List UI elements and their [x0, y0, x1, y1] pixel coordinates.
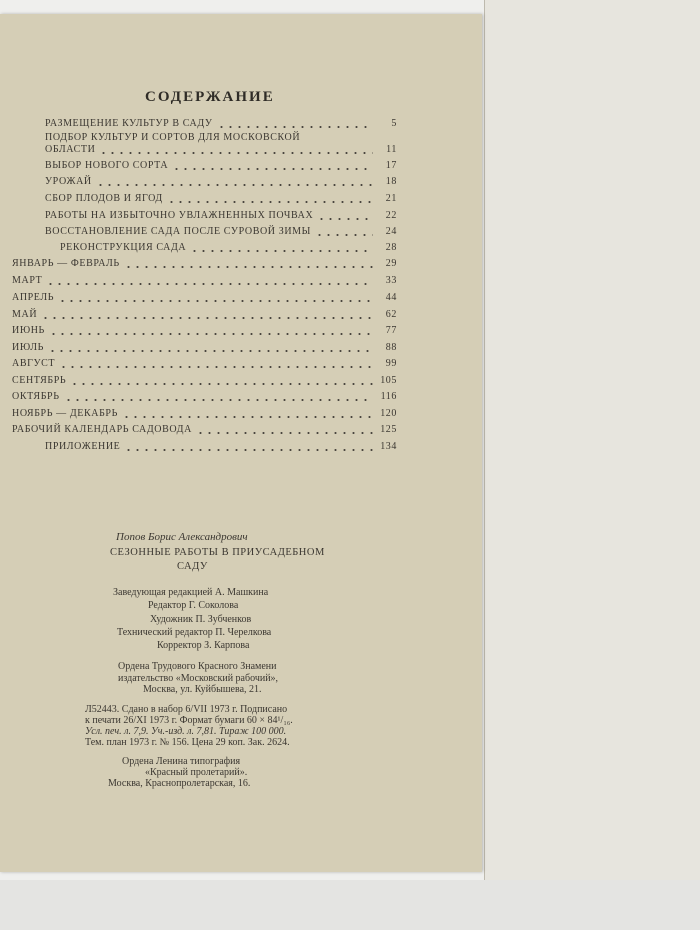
toc-leader — [49, 328, 373, 336]
printer-line: Ордена Ленина типография — [122, 756, 241, 767]
toc-entry-label: ИЮНЬ — [12, 325, 45, 336]
toc-entry-label: МАРТ — [12, 275, 43, 286]
technical-line: Усл. печ. л. 7,9. Уч.-изд. л. 7,81. Тираж 100 000. — [85, 726, 287, 737]
toc-entry — [45, 144, 397, 155]
toc-entry — [12, 408, 397, 419]
printer-line: «Красный пролетарий». — [145, 767, 248, 778]
book-title: СЕЗОННЫЕ РАБОТЫ В ПРИУСАДЕБНОМ — [110, 547, 325, 558]
toc-entry-label: МАЙ — [12, 309, 38, 320]
toc-entry-page: 120 — [380, 408, 397, 419]
toc-entry-label: ОКТЯБРЬ — [12, 391, 60, 402]
technical-line: Тем. план 1973 г. № 156. Цена 29 коп. Зак. 2624. — [85, 737, 290, 748]
toc-entry — [45, 226, 397, 237]
toc-entry — [12, 292, 397, 303]
toc-entry — [45, 441, 397, 452]
toc-entry-page: 134 — [380, 441, 397, 452]
toc-leader — [124, 261, 373, 269]
toc-entry-page: 77 — [385, 325, 397, 336]
toc-entry — [45, 118, 397, 129]
toc-entry-label: ЯНВАРЬ — ФЕВРАЛЬ — [12, 258, 120, 269]
toc-entry-page: 105 — [380, 375, 397, 386]
toc-entry-label: РАЗМЕЩЕНИЕ КУЛЬТУР В САДУ — [45, 118, 213, 129]
toc-entry-label: АВГУСТ — [12, 358, 56, 369]
toc-entry-label: ПОДБОР КУЛЬТУР И СОРТОВ ДЛЯ МОСКОВСКОЙ — [45, 132, 301, 143]
toc-leader — [124, 444, 373, 452]
toc-entry-label: НОЯБРЬ — ДЕКАБРЬ — [12, 408, 118, 419]
toc-entry-label: ВОССТАНОВЛЕНИЕ САДА ПОСЛЕ СУРОВОЙ ЗИМЫ — [45, 226, 311, 237]
toc-entry-label: РЕКОНСТРУКЦИЯ САДА — [60, 242, 187, 253]
toc-leader — [190, 245, 373, 253]
toc-leader — [196, 427, 373, 435]
toc-leader — [122, 411, 373, 419]
toc-leader — [48, 345, 373, 353]
toc-entry-label: СЕНТЯБРЬ — [12, 375, 67, 386]
toc-entry-page: 18 — [385, 176, 397, 187]
background-surface — [0, 880, 700, 930]
toc-leader — [167, 196, 373, 204]
toc-leader — [59, 361, 373, 369]
staff-line: Художник П. Зубченков — [150, 614, 252, 625]
toc-leader — [317, 213, 373, 221]
toc-entry — [45, 176, 397, 187]
toc-entry-page: 88 — [385, 342, 397, 353]
toc-entry-page: 17 — [385, 160, 397, 171]
toc-leader — [46, 278, 373, 286]
toc-entry-page: 11 — [386, 144, 397, 155]
toc-entry — [45, 132, 397, 143]
toc-leader — [217, 121, 373, 129]
toc-entry-page: 5 — [391, 118, 397, 129]
toc-entry — [60, 242, 397, 253]
toc-entry-page: 21 — [385, 193, 397, 204]
printer-line: Москва, Краснопролетарская, 16. — [108, 778, 251, 789]
toc-entry-label: ИЮЛЬ — [12, 342, 44, 353]
toc-entry-page: 62 — [385, 309, 397, 320]
toc-entry-label: РАБОЧИЙ КАЛЕНДАРЬ САДОВОДА — [12, 424, 192, 435]
toc-leader — [41, 312, 373, 320]
publisher-line: Москва, ул. Куйбышева, 21. — [143, 684, 262, 695]
toc-entry-page: 22 — [385, 210, 397, 221]
toc-entry-page: 24 — [385, 226, 397, 237]
toc-entry — [45, 193, 397, 204]
toc-entry — [12, 275, 397, 286]
toc-entry-label: УРОЖАЙ — [45, 176, 92, 187]
toc-title: СОДЕРЖАНИЕ — [145, 89, 275, 105]
toc-entry — [12, 325, 397, 336]
toc-entry-page: 44 — [385, 292, 397, 303]
toc-entry-label: АПРЕЛЬ — [12, 292, 55, 303]
toc-entry-page: 29 — [385, 258, 397, 269]
toc-entry — [12, 424, 397, 435]
toc-leader — [172, 163, 373, 171]
toc-entry-page: 28 — [385, 242, 397, 253]
toc-entry — [12, 258, 397, 269]
toc-leader — [70, 378, 373, 386]
toc-leader — [99, 147, 373, 155]
toc-entry-label: РАБОТЫ НА ИЗБЫТОЧНО УВЛАЖНЕННЫХ ПОЧВАХ — [45, 210, 314, 221]
toc-entry — [45, 210, 397, 221]
toc-entry-page: 125 — [380, 424, 397, 435]
toc-entry-page: 116 — [380, 391, 397, 402]
toc-entry — [12, 375, 397, 386]
toc-entry — [12, 358, 397, 369]
staff-line: Заведующая редакцией А. Машкина — [113, 587, 269, 598]
book-title-continued: САДУ — [177, 561, 208, 572]
toc-leader — [96, 179, 373, 187]
technical-line: к печати 26/XI 1973 г. Формат бумаги 60 × 84¹/₁₆. — [85, 715, 293, 726]
toc-entry-page: 33 — [385, 275, 397, 286]
toc-entry-label: ВЫБОР НОВОГО СОРТА — [45, 160, 169, 171]
staff-line: Корректор З. Карпова — [157, 640, 250, 651]
staff-line: Редактор Г. Соколова — [148, 600, 239, 611]
toc-entry — [12, 391, 397, 402]
staff-line: Технический редактор П. Черелкова — [117, 627, 272, 638]
toc-entry-page: 99 — [385, 358, 397, 369]
toc-entry — [12, 309, 397, 320]
facing-page — [484, 0, 700, 880]
toc-leader — [315, 229, 373, 237]
toc-leader — [58, 295, 373, 303]
toc-entry-label: СБОР ПЛОДОВ И ЯГОД — [45, 193, 163, 204]
technical-line: Л52443. Сдано в набор 6/VII 1973 г. Подписано — [85, 704, 288, 715]
toc-entry — [45, 160, 397, 171]
book-page — [0, 14, 482, 872]
toc-leader — [64, 394, 373, 402]
author-name: Попов Борис Александрович — [116, 531, 248, 543]
toc-entry-label: ПРИЛОЖЕНИЕ — [45, 441, 121, 452]
publisher-line: Ордена Трудового Красного Знамени — [118, 661, 277, 672]
toc-entry-label-continued: ОБЛАСТИ — [45, 144, 96, 155]
toc-entry — [12, 342, 397, 353]
publisher-line: издательство «Московский рабочий», — [118, 673, 279, 684]
